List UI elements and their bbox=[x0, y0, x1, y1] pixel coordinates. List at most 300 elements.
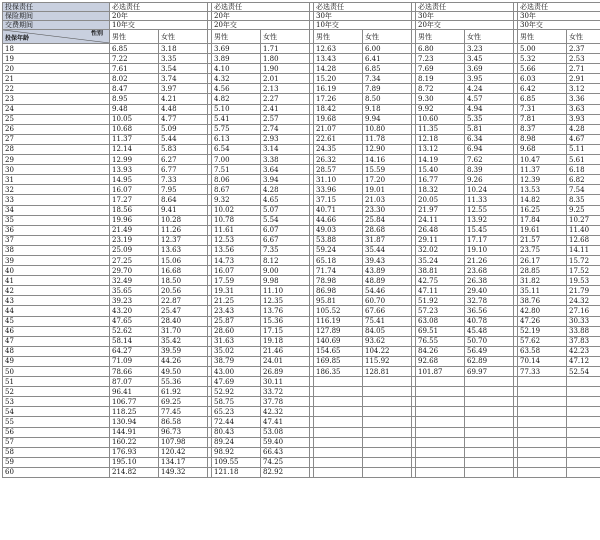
rate-cell: 3.64 bbox=[261, 165, 310, 175]
rate-cell: 43.20 bbox=[110, 306, 159, 316]
rate-cell: 9.18 bbox=[363, 104, 412, 114]
rate-cell: 5.10 bbox=[212, 104, 261, 114]
rate-cell: 19.18 bbox=[261, 336, 310, 346]
period-header: 20年 bbox=[110, 12, 208, 21]
rate-cell: 47.11 bbox=[416, 286, 465, 296]
rate-cell: 10.60 bbox=[416, 114, 465, 124]
rate-cell: 32.78 bbox=[465, 296, 514, 306]
rate-cell: 9.98 bbox=[261, 276, 310, 286]
rate-cell: 44.26 bbox=[159, 356, 208, 366]
rate-cell: 52.54 bbox=[567, 367, 600, 377]
table-row bbox=[3, 205, 600, 215]
age-cell: 26 bbox=[3, 124, 110, 134]
rate-cell: 9.32 bbox=[212, 195, 261, 205]
rate-cell: 12.39 bbox=[518, 175, 567, 185]
period-header: 30年 bbox=[416, 12, 514, 21]
rate-cell bbox=[567, 397, 600, 407]
rate-cell: 4.77 bbox=[159, 114, 208, 124]
rate-cell: 7.33 bbox=[159, 175, 208, 185]
rate-cell bbox=[465, 447, 514, 457]
rate-cell: 6.07 bbox=[261, 225, 310, 235]
rate-cell: 101.87 bbox=[416, 367, 465, 377]
rate-cell: 78.66 bbox=[110, 367, 159, 377]
rate-cell: 26.32 bbox=[314, 155, 363, 165]
rate-cell: 15.20 bbox=[314, 74, 363, 84]
rate-cell: 11.37 bbox=[110, 134, 159, 144]
table-row bbox=[3, 286, 600, 296]
rate-cell: 35.24 bbox=[416, 255, 465, 265]
rate-cell: 18.42 bbox=[314, 104, 363, 114]
rate-cell: 4.82 bbox=[212, 94, 261, 104]
rate-cell: 78.98 bbox=[314, 276, 363, 286]
rate-cell: 7.54 bbox=[567, 185, 600, 195]
rate-cell: 13.76 bbox=[261, 306, 310, 316]
age-cell: 32 bbox=[3, 185, 110, 195]
rate-cell: 3.12 bbox=[567, 84, 600, 94]
rate-cell: 30.11 bbox=[261, 377, 310, 387]
rate-cell: 89.24 bbox=[212, 437, 261, 447]
rate-cell: 8.67 bbox=[212, 185, 261, 195]
rate-cell: 13.93 bbox=[110, 165, 159, 175]
rate-cell: 35.02 bbox=[212, 346, 261, 356]
rate-cell: 21.46 bbox=[261, 346, 310, 356]
corner-sex-label: 性别 bbox=[90, 30, 103, 37]
rate-cell: 49.03 bbox=[314, 225, 363, 235]
age-cell: 46 bbox=[3, 326, 110, 336]
age-cell: 22 bbox=[3, 84, 110, 94]
age-cell: 59 bbox=[3, 457, 110, 467]
rate-cell: 21.49 bbox=[110, 225, 159, 235]
rate-cell: 6.34 bbox=[465, 134, 514, 144]
rate-cell bbox=[363, 467, 412, 477]
rate-cell: 109.55 bbox=[212, 457, 261, 467]
rate-cell: 19.10 bbox=[465, 245, 514, 255]
rate-cell: 9.92 bbox=[416, 104, 465, 114]
rate-cell: 17.17 bbox=[465, 235, 514, 245]
rate-cell: 11.10 bbox=[261, 286, 310, 296]
table-row bbox=[3, 175, 600, 185]
rate-cell: 11.26 bbox=[159, 225, 208, 235]
pay-period-header: 10年交 bbox=[110, 21, 208, 30]
rate-cell: 4.21 bbox=[159, 94, 208, 104]
rate-cell: 134.17 bbox=[159, 457, 208, 467]
rate-cell: 53.88 bbox=[314, 235, 363, 245]
table-row bbox=[3, 306, 600, 316]
rate-cell: 6.18 bbox=[567, 165, 600, 175]
rate-cell: 39.43 bbox=[363, 255, 412, 265]
rate-cell bbox=[363, 437, 412, 447]
rate-cell: 6.80 bbox=[416, 44, 465, 54]
table-row bbox=[3, 155, 600, 165]
rate-cell: 23.19 bbox=[110, 235, 159, 245]
rate-cell: 82.92 bbox=[261, 467, 310, 477]
rate-cell: 50.70 bbox=[465, 336, 514, 346]
rate-cell: 22.87 bbox=[159, 296, 208, 306]
age-cell: 40 bbox=[3, 266, 110, 276]
pay-row-label: 交费期间 bbox=[3, 21, 110, 30]
rate-cell: 8.19 bbox=[416, 74, 465, 84]
rate-cell: 24.01 bbox=[261, 356, 310, 366]
rate-cell: 29.11 bbox=[416, 235, 465, 245]
rate-cell: 10.28 bbox=[159, 215, 208, 225]
table-row bbox=[3, 437, 600, 447]
rate-cell: 47.26 bbox=[518, 316, 567, 326]
rate-cell bbox=[518, 387, 567, 397]
rate-cell: 12.68 bbox=[567, 235, 600, 245]
rate-cell: 74.25 bbox=[261, 457, 310, 467]
rate-cell: 3.69 bbox=[212, 44, 261, 54]
rate-cell: 4.57 bbox=[465, 94, 514, 104]
rate-cell: 28.60 bbox=[212, 326, 261, 336]
rate-cell: 3.14 bbox=[261, 144, 310, 154]
table-row bbox=[3, 225, 600, 235]
rate-cell: 120.42 bbox=[159, 447, 208, 457]
rate-cell: 18.56 bbox=[110, 205, 159, 215]
rate-cell: 20.56 bbox=[159, 286, 208, 296]
rate-cell: 92.68 bbox=[416, 356, 465, 366]
male-header: 男性 bbox=[212, 30, 261, 44]
rate-cell: 32.02 bbox=[416, 245, 465, 255]
rate-cell bbox=[416, 417, 465, 427]
rate-cell bbox=[518, 377, 567, 387]
rate-cell: 23.75 bbox=[518, 245, 567, 255]
rate-cell: 61.92 bbox=[159, 387, 208, 397]
table-row bbox=[3, 215, 600, 225]
rate-cell: 98.92 bbox=[212, 447, 261, 457]
rate-cell bbox=[416, 437, 465, 447]
table-row bbox=[3, 94, 600, 104]
rate-cell: 11.37 bbox=[518, 165, 567, 175]
rate-cell: 28.57 bbox=[314, 165, 363, 175]
rate-cell: 35.42 bbox=[159, 336, 208, 346]
rate-cell: 10.78 bbox=[212, 215, 261, 225]
rate-cell bbox=[465, 417, 514, 427]
rate-cell: 149.32 bbox=[159, 467, 208, 477]
rate-cell bbox=[567, 417, 600, 427]
period-row-label: 保险期间 bbox=[3, 12, 110, 21]
rate-cell: 65.18 bbox=[314, 255, 363, 265]
age-cell: 58 bbox=[3, 447, 110, 457]
rate-cell: 9.94 bbox=[363, 114, 412, 124]
rate-cell: 6.94 bbox=[465, 144, 514, 154]
rate-cell: 96.41 bbox=[110, 387, 159, 397]
table-row bbox=[3, 64, 600, 74]
rate-cell bbox=[465, 397, 514, 407]
rate-cell: 7.31 bbox=[518, 104, 567, 114]
table-row bbox=[3, 114, 600, 124]
rate-cell: 37.15 bbox=[314, 195, 363, 205]
age-cell: 24 bbox=[3, 104, 110, 114]
rate-cell bbox=[465, 387, 514, 397]
rate-cell: 7.69 bbox=[416, 64, 465, 74]
rate-cell: 55.36 bbox=[159, 377, 208, 387]
rate-cell bbox=[363, 447, 412, 457]
rate-cell: 5.83 bbox=[159, 144, 208, 154]
rate-cell: 130.94 bbox=[110, 417, 159, 427]
rate-cell: 29.70 bbox=[110, 266, 159, 276]
rate-cell: 195.10 bbox=[110, 457, 159, 467]
rate-cell: 19.61 bbox=[518, 225, 567, 235]
rate-cell: 144.91 bbox=[110, 427, 159, 437]
rate-cell: 2.01 bbox=[261, 74, 310, 84]
rate-cell: 5.11 bbox=[567, 144, 600, 154]
rate-cell: 28.68 bbox=[363, 225, 412, 235]
rate-cell bbox=[518, 467, 567, 477]
rate-cell: 20.05 bbox=[416, 195, 465, 205]
rate-cell: 17.20 bbox=[363, 175, 412, 185]
rate-cell: 3.63 bbox=[567, 104, 600, 114]
rate-cell: 30.33 bbox=[567, 316, 600, 326]
male-header: 男性 bbox=[314, 30, 363, 44]
age-cell: 45 bbox=[3, 316, 110, 326]
rate-cell: 12.99 bbox=[110, 155, 159, 165]
rate-cell bbox=[518, 437, 567, 447]
rate-cell: 76.55 bbox=[416, 336, 465, 346]
rate-cell: 5.61 bbox=[567, 155, 600, 165]
rate-cell: 42.80 bbox=[518, 306, 567, 316]
rate-cell: 35.65 bbox=[110, 286, 159, 296]
rate-cell: 65.23 bbox=[212, 407, 261, 417]
rate-cell: 27.16 bbox=[567, 306, 600, 316]
table-row bbox=[3, 346, 600, 356]
rate-cell: 28.85 bbox=[518, 266, 567, 276]
rate-cell: 5.75 bbox=[212, 124, 261, 134]
age-cell: 19 bbox=[3, 54, 110, 64]
rate-cell: 8.06 bbox=[212, 175, 261, 185]
rate-cell: 84.05 bbox=[363, 326, 412, 336]
age-cell: 50 bbox=[3, 367, 110, 377]
rate-cell: 43.00 bbox=[212, 367, 261, 377]
rate-cell: 14.82 bbox=[518, 195, 567, 205]
rate-cell: 4.94 bbox=[465, 104, 514, 114]
rate-cell: 15.45 bbox=[465, 225, 514, 235]
age-cell: 53 bbox=[3, 397, 110, 407]
rate-cell: 6.85 bbox=[518, 94, 567, 104]
rate-cell: 8.47 bbox=[110, 84, 159, 94]
rate-cell bbox=[314, 467, 363, 477]
rate-cell bbox=[314, 427, 363, 437]
rate-cell: 31.63 bbox=[212, 336, 261, 346]
duty-header: 必选责任 bbox=[314, 3, 412, 12]
rate-cell: 5.35 bbox=[465, 114, 514, 124]
age-cell: 42 bbox=[3, 286, 110, 296]
rate-cell: 8.95 bbox=[110, 94, 159, 104]
rate-cell: 105.52 bbox=[314, 306, 363, 316]
rate-cell bbox=[363, 407, 412, 417]
rate-cell: 11.61 bbox=[212, 225, 261, 235]
rate-cell: 2.71 bbox=[567, 64, 600, 74]
rate-cell: 40.71 bbox=[314, 205, 363, 215]
rate-cell: 48.89 bbox=[363, 276, 412, 286]
rate-cell bbox=[567, 377, 600, 387]
rate-cell: 42.32 bbox=[261, 407, 310, 417]
rate-cell: 13.12 bbox=[416, 144, 465, 154]
rate-cell: 75.41 bbox=[363, 316, 412, 326]
table-row bbox=[3, 255, 600, 265]
rate-cell: 2.91 bbox=[567, 74, 600, 84]
rate-cell: 17.27 bbox=[110, 195, 159, 205]
rate-cell bbox=[518, 457, 567, 467]
rate-cell: 9.30 bbox=[416, 94, 465, 104]
rate-cell: 72.44 bbox=[212, 417, 261, 427]
duty-header: 必选责任 bbox=[110, 3, 208, 12]
rate-cell: 7.23 bbox=[416, 54, 465, 64]
rate-cell: 3.38 bbox=[261, 155, 310, 165]
rate-cell: 19.01 bbox=[363, 185, 412, 195]
table-row bbox=[3, 427, 600, 437]
rate-cell: 19.96 bbox=[110, 215, 159, 225]
rate-cell: 8.12 bbox=[261, 255, 310, 265]
period-header: 30年 bbox=[518, 12, 600, 21]
rate-cell: 4.24 bbox=[465, 84, 514, 94]
rate-cell: 127.89 bbox=[314, 326, 363, 336]
rate-cell: 1.80 bbox=[261, 54, 310, 64]
pay-period-header: 30年交 bbox=[518, 21, 600, 30]
rate-cell: 47.41 bbox=[261, 417, 310, 427]
rate-cell: 12.18 bbox=[416, 134, 465, 144]
rate-cell: 160.22 bbox=[110, 437, 159, 447]
period-header: 20年 bbox=[212, 12, 310, 21]
age-cell: 52 bbox=[3, 387, 110, 397]
rate-cell: 107.98 bbox=[159, 437, 208, 447]
rate-cell: 106.77 bbox=[110, 397, 159, 407]
rate-cell: 52.62 bbox=[110, 326, 159, 336]
duty-header: 必选责任 bbox=[212, 3, 310, 12]
rate-cell: 9.26 bbox=[465, 175, 514, 185]
rate-cell bbox=[416, 457, 465, 467]
rate-cell bbox=[567, 467, 600, 477]
rate-cell: 118.25 bbox=[110, 407, 159, 417]
rate-cell bbox=[567, 427, 600, 437]
table-row bbox=[3, 377, 600, 387]
rate-cell: 5.09 bbox=[159, 124, 208, 134]
rate-cell: 7.00 bbox=[212, 155, 261, 165]
rate-cell: 19.53 bbox=[567, 276, 600, 286]
rate-cell: 21.25 bbox=[212, 296, 261, 306]
rate-cell: 7.61 bbox=[110, 64, 159, 74]
rate-cell: 12.37 bbox=[159, 235, 208, 245]
table-body bbox=[3, 44, 600, 478]
rate-cell: 66.43 bbox=[261, 447, 310, 457]
rate-cell: 5.00 bbox=[518, 44, 567, 54]
rate-cell: 8.98 bbox=[518, 134, 567, 144]
rate-cell: 10.24 bbox=[465, 185, 514, 195]
rate-cell: 86.58 bbox=[159, 417, 208, 427]
rate-cell: 14.73 bbox=[212, 255, 261, 265]
rate-cell: 3.35 bbox=[159, 54, 208, 64]
rate-cell: 9.41 bbox=[159, 205, 208, 215]
rate-cell: 9.25 bbox=[567, 205, 600, 215]
rate-cell: 80.43 bbox=[212, 427, 261, 437]
rate-cell bbox=[567, 457, 600, 467]
rate-cell: 21.57 bbox=[518, 235, 567, 245]
rate-cell: 6.77 bbox=[159, 165, 208, 175]
rate-cell: 2.74 bbox=[261, 124, 310, 134]
rate-cell: 57.62 bbox=[518, 336, 567, 346]
rate-cell: 95.81 bbox=[314, 296, 363, 306]
age-cell: 21 bbox=[3, 74, 110, 84]
rate-cell bbox=[363, 377, 412, 387]
table-row bbox=[3, 316, 600, 326]
rate-cell: 87.07 bbox=[110, 377, 159, 387]
rate-cell: 13.56 bbox=[212, 245, 261, 255]
rate-cell bbox=[314, 447, 363, 457]
rate-cell: 6.67 bbox=[261, 235, 310, 245]
rate-cell: 12.55 bbox=[465, 205, 514, 215]
rate-cell: 31.82 bbox=[518, 276, 567, 286]
rate-cell: 47.65 bbox=[110, 316, 159, 326]
rate-cell: 7.35 bbox=[261, 245, 310, 255]
table-row bbox=[3, 457, 600, 467]
rate-cell: 6.54 bbox=[212, 144, 261, 154]
rate-cell: 4.67 bbox=[567, 134, 600, 144]
rate-cell: 16.07 bbox=[110, 185, 159, 195]
age-cell: 38 bbox=[3, 245, 110, 255]
age-cell: 55 bbox=[3, 417, 110, 427]
table-row bbox=[3, 296, 600, 306]
rate-cell: 9.48 bbox=[110, 104, 159, 114]
rate-cell: 16.77 bbox=[416, 175, 465, 185]
table-row bbox=[3, 356, 600, 366]
rate-cell: 40.78 bbox=[465, 316, 514, 326]
rate-cell: 1.90 bbox=[261, 64, 310, 74]
rate-cell: 6.82 bbox=[567, 175, 600, 185]
rate-cell bbox=[416, 447, 465, 457]
rate-cell bbox=[416, 397, 465, 407]
rate-cell: 7.34 bbox=[363, 74, 412, 84]
rate-cell: 2.37 bbox=[567, 44, 600, 54]
rate-cell: 15.59 bbox=[363, 165, 412, 175]
period-header: 30年 bbox=[314, 12, 412, 21]
rate-cell: 39.59 bbox=[159, 346, 208, 356]
rate-cell: 59.24 bbox=[314, 245, 363, 255]
premium-rate-table bbox=[2, 2, 600, 478]
rate-cell: 69.97 bbox=[465, 367, 514, 377]
rate-cell: 47.12 bbox=[567, 356, 600, 366]
rate-cell: 28.40 bbox=[159, 316, 208, 326]
age-cell: 60 bbox=[3, 467, 110, 477]
table-row bbox=[3, 447, 600, 457]
rate-cell bbox=[363, 417, 412, 427]
rate-cell: 15.40 bbox=[416, 165, 465, 175]
rate-cell: 10.27 bbox=[567, 215, 600, 225]
table-row bbox=[3, 336, 600, 346]
rate-cell: 4.48 bbox=[159, 104, 208, 114]
duty-header: 必选责任 bbox=[416, 3, 514, 12]
rate-cell bbox=[518, 407, 567, 417]
rate-cell: 59.40 bbox=[261, 437, 310, 447]
female-header: 女性 bbox=[159, 30, 208, 44]
rate-cell: 36.56 bbox=[465, 306, 514, 316]
rate-cell: 5.07 bbox=[261, 205, 310, 215]
rate-cell: 4.32 bbox=[212, 74, 261, 84]
rate-cell: 21.26 bbox=[465, 255, 514, 265]
rate-cell: 17.26 bbox=[314, 94, 363, 104]
pay-period-header: 20年交 bbox=[416, 21, 514, 30]
table-row bbox=[3, 195, 600, 205]
age-cell: 56 bbox=[3, 427, 110, 437]
rate-cell: 104.22 bbox=[363, 346, 412, 356]
rate-cell: 62.89 bbox=[465, 356, 514, 366]
rate-cell: 7.81 bbox=[518, 114, 567, 124]
rate-cell: 14.28 bbox=[314, 64, 363, 74]
rate-cell: 10.02 bbox=[212, 205, 261, 215]
rate-cell bbox=[363, 397, 412, 407]
rate-cell: 6.85 bbox=[363, 64, 412, 74]
rate-cell: 3.97 bbox=[159, 84, 208, 94]
rate-cell: 11.40 bbox=[567, 225, 600, 235]
rate-cell: 11.33 bbox=[465, 195, 514, 205]
